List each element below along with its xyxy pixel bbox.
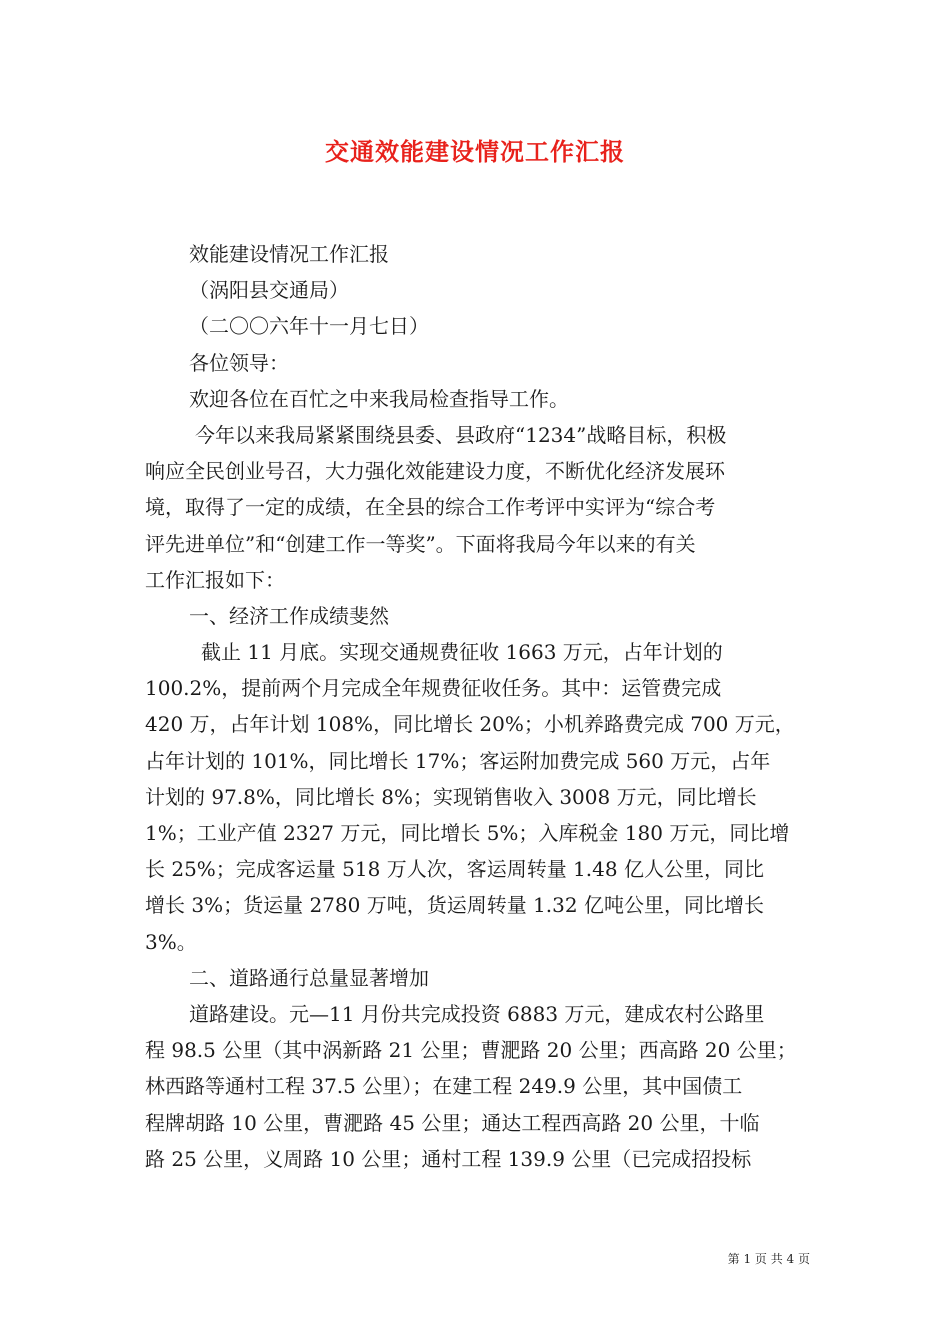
paragraph-line: 欢迎各位在百忙之中来我局检查指导工作。	[189, 386, 569, 411]
page-number: 第 1 页 共 4 页	[727, 1252, 810, 1266]
paragraph-line: 3%。	[145, 929, 197, 954]
salutation: 各位领导：	[189, 350, 289, 375]
section-heading: 二、道路通行总量显著增加	[189, 965, 429, 990]
paragraph-line: 今年以来我局紧紧围绕县委、县政府“1234”战略目标，积极	[195, 422, 727, 447]
date-line: （二〇〇六年十一月七日）	[189, 314, 429, 339]
paragraph-line: 420 万，占年计划 108%，同比增长 20%；小机养路费完成 700 万元，	[145, 712, 795, 737]
issuer: （涡阳县交通局）	[189, 278, 349, 303]
paragraph-line: 响应全民创业号召，大力强化效能建设力度，不断优化经济发展环	[145, 459, 725, 484]
document-title: 交通效能建设情况工作汇报	[325, 137, 625, 166]
paragraph-line: 评先进单位”和“创建工作一等奖”。下面将我局今年以来的有关	[145, 531, 696, 556]
paragraph-line: 计划的 97.8%，同比增长 8%；实现销售收入 3008 万元，同比增长	[145, 784, 757, 809]
paragraph-line: 程牌胡路 10 公里，曹淝路 45 公里；通达工程西高路 20 公里，十临	[145, 1110, 760, 1135]
paragraph-line: 工作汇报如下：	[145, 567, 285, 592]
paragraph-line: 1%；工业产值 2327 万元，同比增长 5%；入库税金 180 万元，同比增	[145, 821, 790, 845]
document-body	[145, 236, 810, 1177]
paragraph-line: 截止 11 月底。实现交通规费征收 1663 万元，占年计划的	[201, 640, 723, 665]
paragraph-line: 路 25 公里，义周路 10 公里；通村工程 139.9 公里（已完成招投标	[145, 1146, 752, 1171]
paragraph-line: 程 98.5 公里（其中涡新路 21 公里；曹淝路 20 公里；西高路 20 公里；	[145, 1038, 797, 1063]
paragraph-line: 长 25%；完成客运量 518 万人次，客运周转量 1.48 亿人公里，同比	[145, 857, 764, 882]
paragraph-line: 林西路等通村工程 37.5 公里）；在建工程 249.9 公里，其中国债工	[145, 1074, 743, 1099]
section-heading: 一、经济工作成绩斐然	[189, 603, 389, 628]
paragraph-line: 100.2%，提前两个月完成全年规费征收任务。其中：运管费完成	[145, 676, 722, 701]
paragraph-line: 境，取得了一定的成绩，在全县的综合工作考评中实评为“综合考	[145, 495, 716, 520]
paragraph-line: 占年计划的 101%，同比增长 17%；客运附加费完成 560 万元，占年	[145, 748, 771, 773]
paragraph-line: 增长 3%；货运量 2780 万吨，货运周转量 1.32 亿吨公里，同比增长	[145, 893, 764, 918]
subtitle: 效能建设情况工作汇报	[189, 242, 389, 266]
paragraph-line: 道路建设。元—11 月份共完成投资 6883 万元，建成农村公路里	[189, 1001, 765, 1026]
